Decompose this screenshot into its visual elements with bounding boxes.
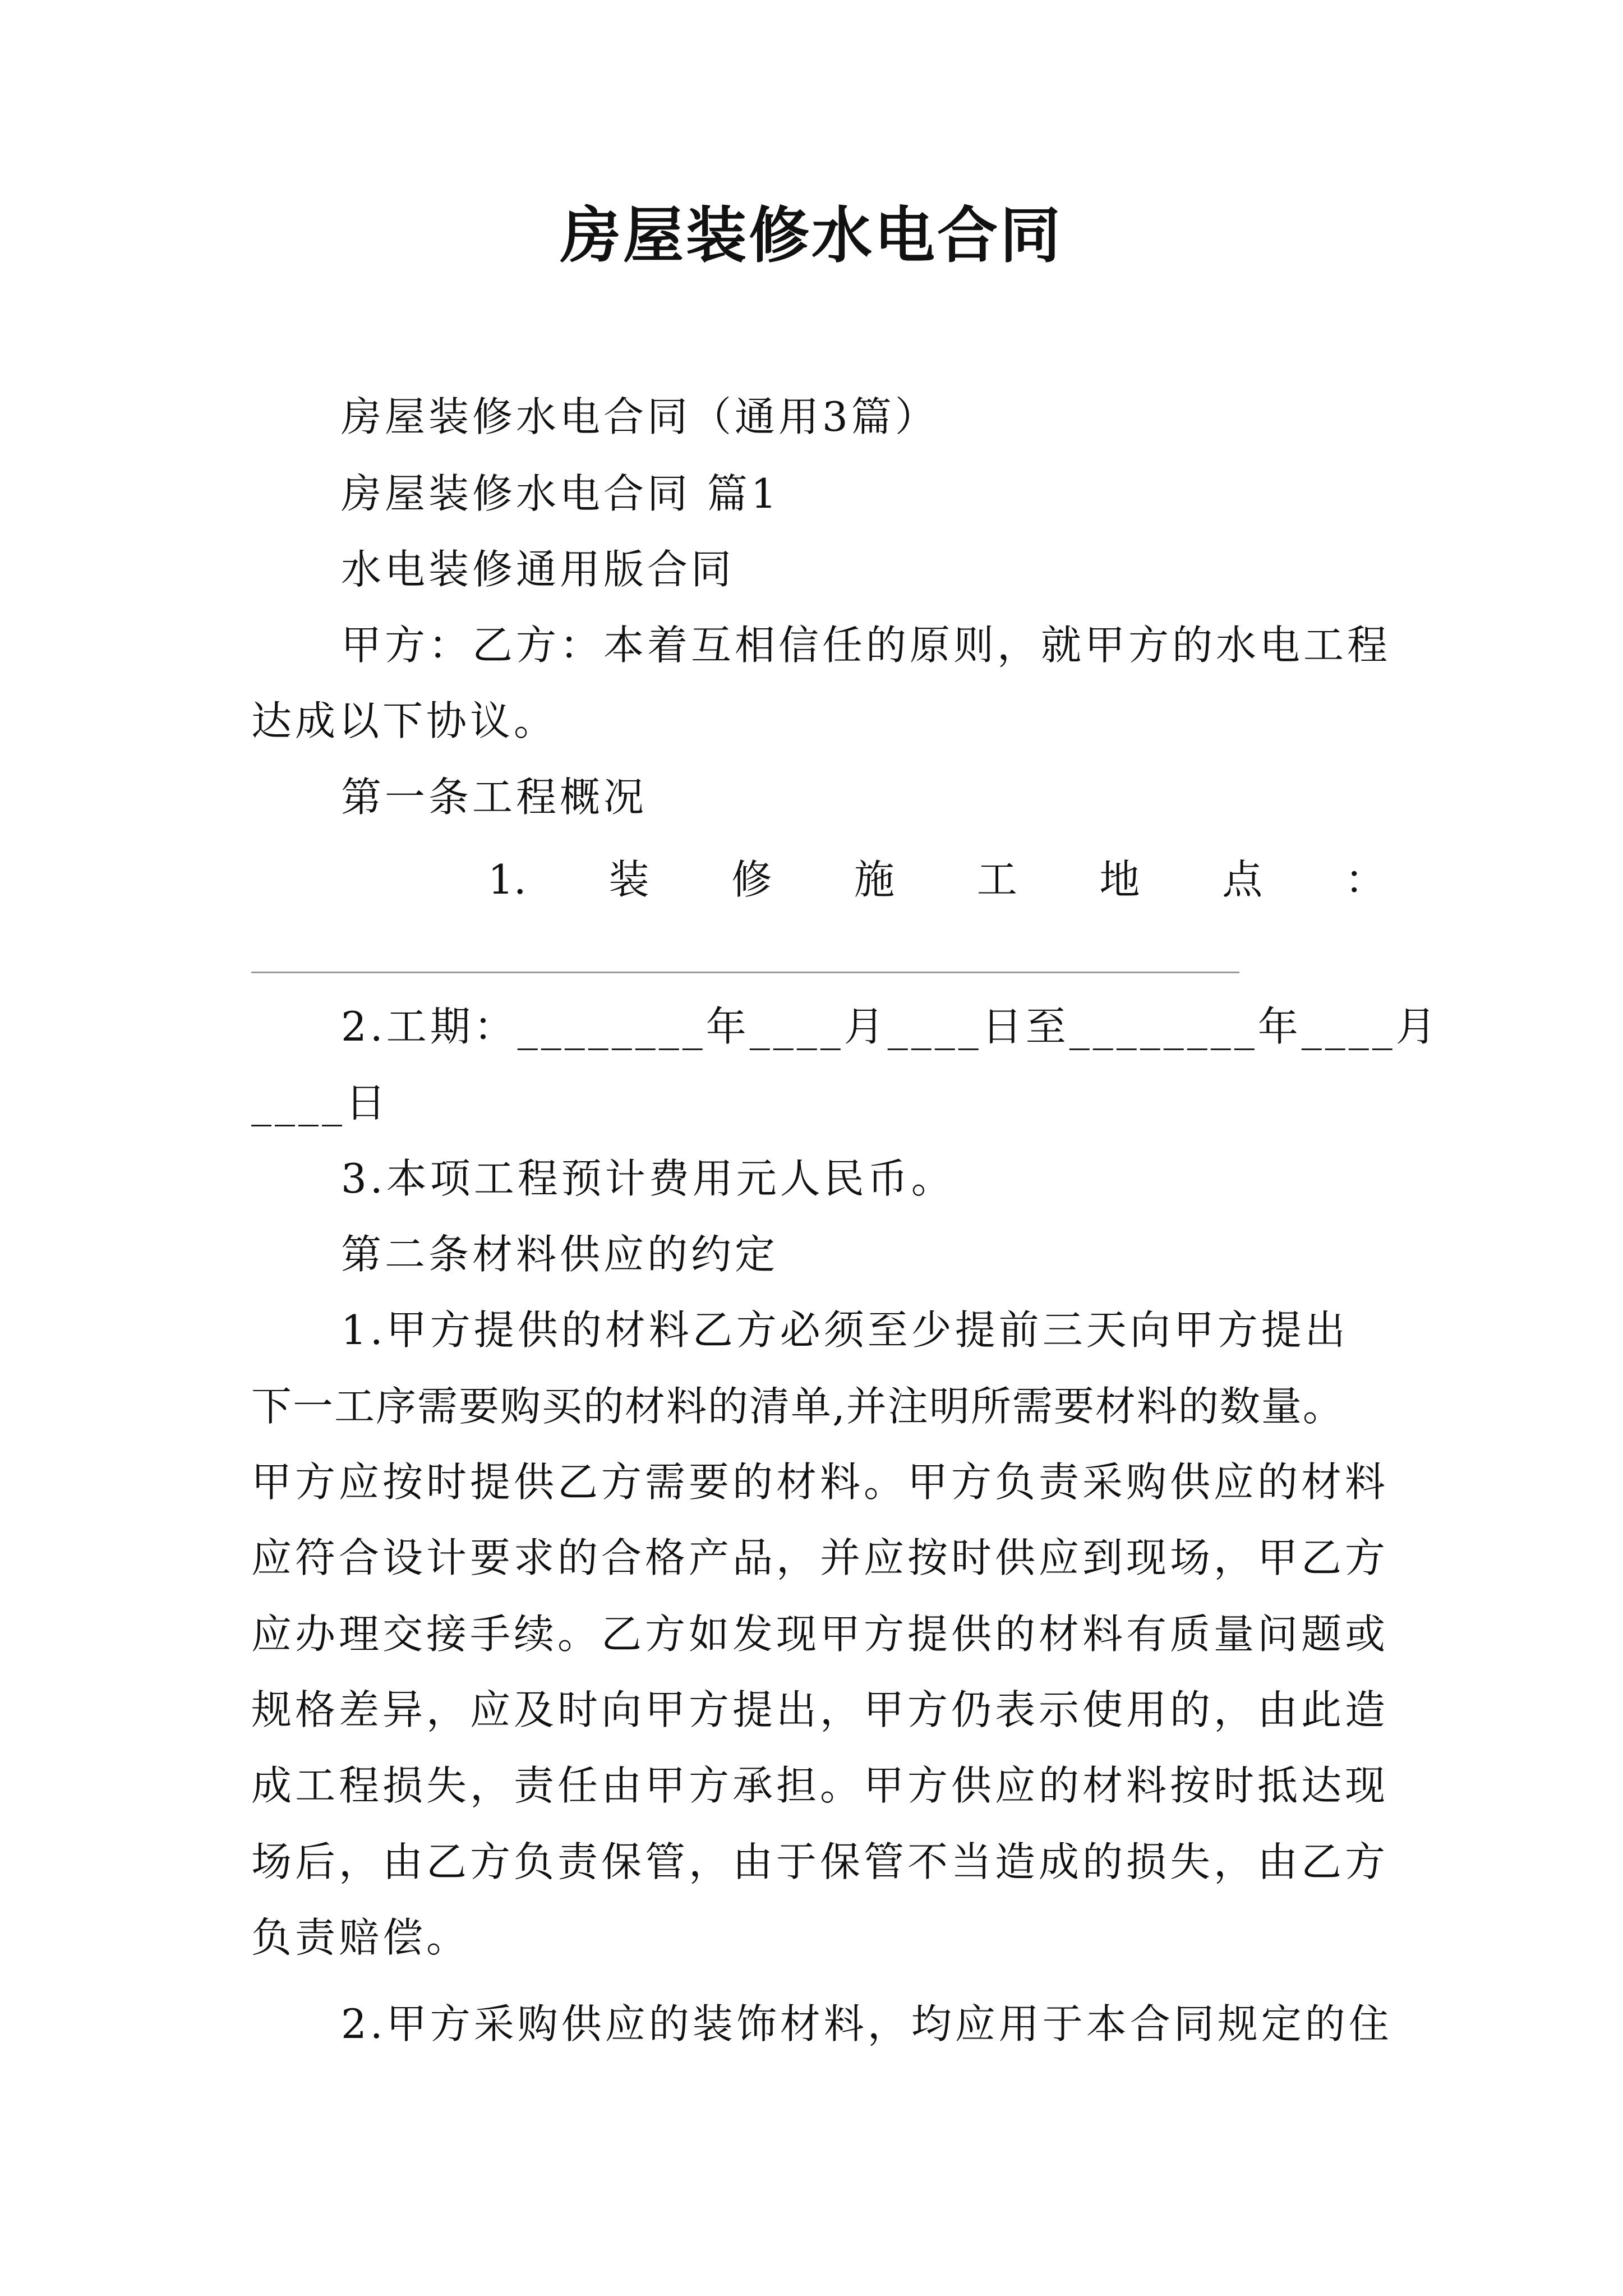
contract-name-line: 水电装修通用版合同 xyxy=(341,546,735,593)
document-title: 房屋装修水电合同 xyxy=(560,200,1063,271)
site-char: 地 xyxy=(1099,856,1140,903)
paragraph-line: 负责赔偿。 xyxy=(251,1914,471,1961)
section-heading: 房屋装修水电合同 篇1 xyxy=(341,470,780,517)
paragraph-line: 2.工期：________年____月____日至________年____月 xyxy=(341,1003,1440,1050)
subtitle-line: 房屋装修水电合同（通用3篇） xyxy=(341,393,939,440)
site-char: 施 xyxy=(854,856,895,903)
site-char: 点 xyxy=(1222,856,1263,903)
paragraph-line: 应符合设计要求的合格产品，并应按时供应到现场，甲乙方 xyxy=(251,1534,1389,1581)
paragraph-line: 规格差异，应及时向甲方提出，甲方仍表示使用的，由此造 xyxy=(251,1686,1389,1733)
paragraph-line: 达成以下协议。 xyxy=(251,697,558,744)
paragraph-line: 甲方应按时提供乙方需要的材料。甲方负责采购供应的材料 xyxy=(251,1458,1389,1506)
paragraph-line: 下一工序需要购买的材料的清单,并注明所需要材料的数量。 xyxy=(251,1383,1344,1430)
site-item-number: 1. xyxy=(488,856,527,903)
paragraph-line: 1.甲方提供的材料乙方必须至少提前三天向甲方提出 xyxy=(341,1306,1349,1354)
paragraph-line: 甲方：乙方：本着互相信任的原则，就甲方的水电工程 xyxy=(341,622,1391,669)
paragraph-line: 2.甲方采购供应的装饰材料，均应用于本合同规定的住 xyxy=(341,2000,1393,2047)
paragraph-line: ____日 xyxy=(251,1079,390,1126)
paragraph-line: 应办理交接手续。乙方如发现甲方提供的材料有质量问题或 xyxy=(251,1611,1389,1658)
site-char: 工 xyxy=(976,856,1017,903)
site-char: 修 xyxy=(731,856,772,903)
article-heading: 第二条材料供应的约定 xyxy=(341,1231,779,1278)
blank-fill-line xyxy=(251,972,1239,973)
paragraph-line: 3.本项工程预计费用元人民币。 xyxy=(341,1155,955,1202)
article-heading: 第一条工程概况 xyxy=(341,774,648,821)
paragraph-line: 成工程损失，责任由甲方承担。甲方供应的材料按时抵达现 xyxy=(251,1762,1389,1809)
site-colon: ： xyxy=(1344,856,1385,903)
paragraph-line: 场后，由乙方负责保管，由于保管不当造成的损失，由乙方 xyxy=(251,1838,1389,1885)
site-location-line xyxy=(488,841,1385,918)
site-char: 装 xyxy=(608,856,649,903)
